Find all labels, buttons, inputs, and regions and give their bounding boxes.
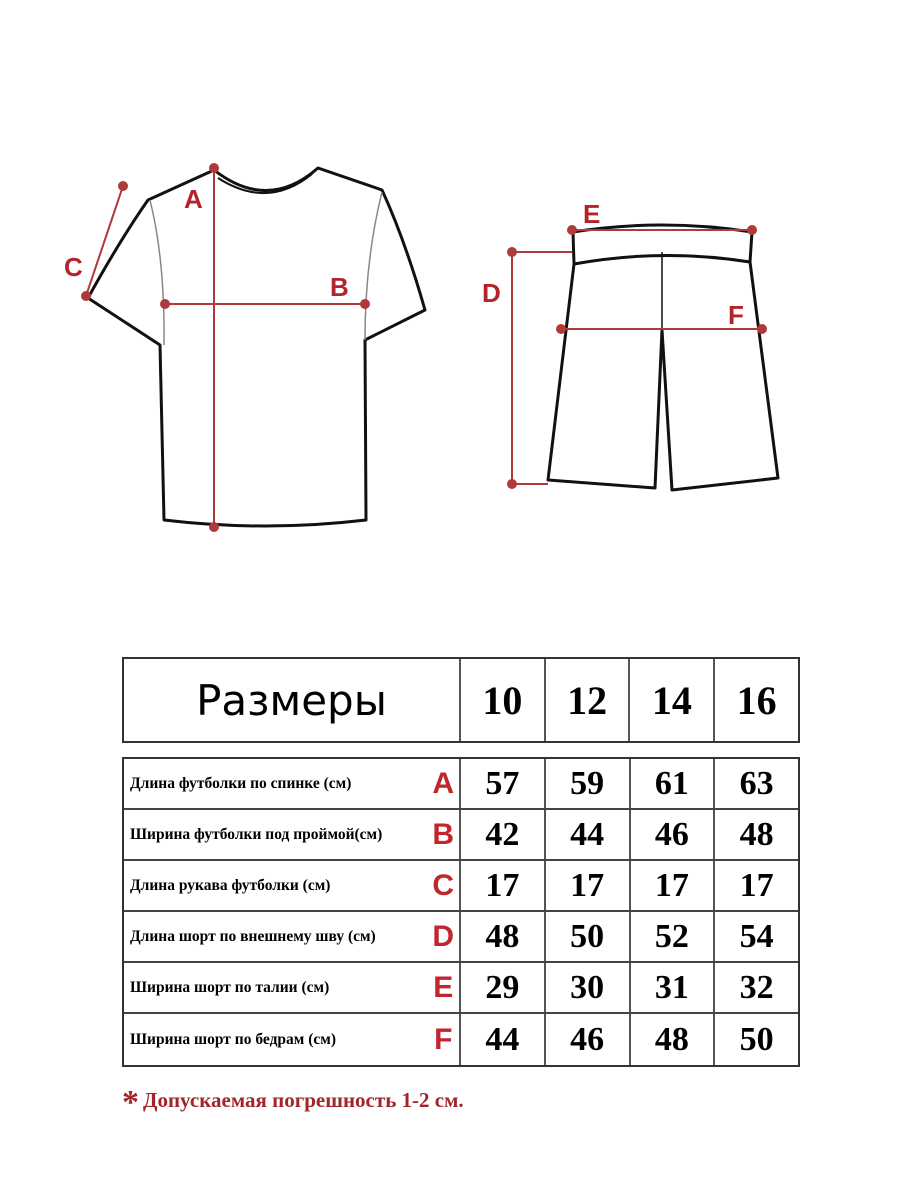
tolerance-text: Допускаемая погрешность 1-2 см.	[143, 1088, 464, 1112]
measure-letter: C	[428, 861, 462, 910]
value-cell: 48	[631, 1014, 716, 1065]
value-cell: 54	[739, 917, 774, 955]
measure-name: Длина футболки по спинке (см)	[130, 774, 352, 792]
table-row	[124, 963, 798, 1014]
size-header-row	[122, 657, 800, 743]
value-cell: 57	[461, 759, 546, 808]
value-cell: 50	[739, 1020, 774, 1058]
shorts-outline	[548, 225, 778, 490]
label-f: F	[728, 300, 744, 330]
value-cell: 48	[461, 912, 546, 961]
table-row	[124, 810, 798, 861]
measure-name: Ширина футболки под проймой(см)	[130, 825, 383, 843]
value-cell: 32	[739, 968, 774, 1006]
value-cell: 50	[546, 912, 631, 961]
table-title: Размеры	[124, 659, 461, 741]
value-cell: 42	[461, 810, 546, 859]
asterisk: *	[122, 1084, 139, 1121]
table-row	[124, 861, 798, 912]
value-cell: 17	[546, 861, 631, 910]
size-12: 12	[546, 659, 631, 741]
value-cell: 52	[631, 912, 716, 961]
size-10: 10	[461, 659, 546, 741]
value-cell: 30	[546, 963, 631, 1012]
value-cell: 48	[739, 815, 774, 853]
measure-name: Длина рукава футболки (см)	[130, 876, 331, 894]
measure-name: Ширина шорт по талии (см)	[130, 978, 330, 996]
label-b: B	[330, 272, 349, 302]
size-16: 16	[736, 677, 777, 723]
table-row	[124, 759, 798, 810]
value-cell: 44	[461, 1014, 546, 1065]
measure-name: Ширина шорт по бедрам (см)	[130, 1030, 336, 1048]
value-cell: 59	[546, 759, 631, 808]
value-cell: 46	[546, 1014, 631, 1065]
value-cell: 17	[461, 861, 546, 910]
value-cell: 31	[631, 963, 716, 1012]
table-row	[124, 1014, 798, 1065]
size-14: 14	[630, 659, 715, 741]
label-e: E	[583, 199, 601, 229]
table-row	[124, 912, 798, 963]
tshirt-outline	[88, 168, 425, 526]
measure-name: Длина шорт по внешнему шву (см)	[130, 927, 376, 945]
value-cell: 17	[739, 866, 774, 904]
value-cell: 17	[631, 861, 716, 910]
measure-letter: A	[428, 759, 462, 808]
measure-letter: D	[428, 912, 462, 961]
value-cell: 63	[739, 764, 774, 802]
value-cell: 29	[461, 963, 546, 1012]
measure-letter: E	[428, 963, 462, 1012]
label-c: C	[64, 252, 83, 282]
value-cell: 44	[546, 810, 631, 859]
label-d: D	[482, 278, 501, 308]
measure-letter: F	[428, 1014, 462, 1065]
label-a: A	[184, 184, 203, 214]
size-table	[122, 657, 800, 1067]
measurements-body	[122, 757, 800, 1067]
value-cell: 61	[631, 759, 716, 808]
tolerance-note	[122, 1084, 464, 1122]
value-cell: 46	[631, 810, 716, 859]
measure-letter: B	[428, 810, 462, 859]
